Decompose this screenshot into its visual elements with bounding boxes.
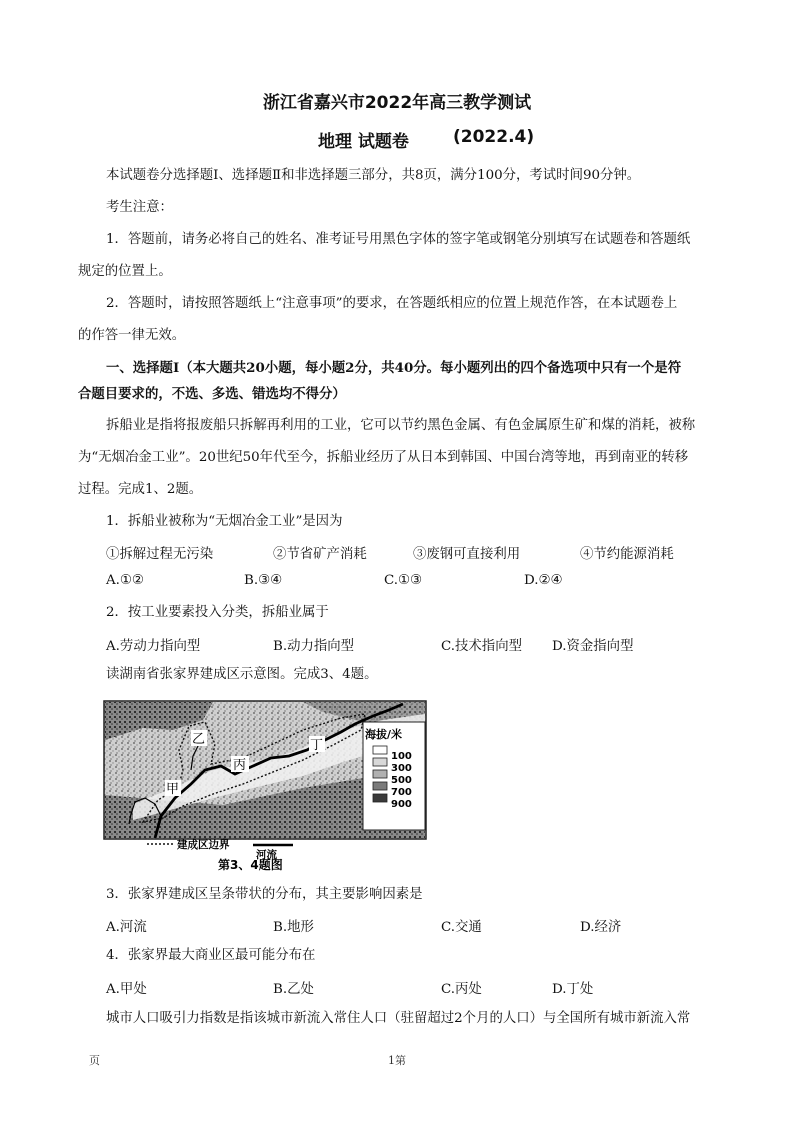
q1-item-3: ③废钢可直接利用 xyxy=(413,547,521,562)
q1-option-b: B.③④ xyxy=(244,573,283,588)
q2-option-d: D.资金指向型 xyxy=(552,639,634,654)
legend-value-900: 900 xyxy=(391,799,412,810)
notice-title: 考生注意： xyxy=(106,200,173,215)
q3-option-b: B.地形 xyxy=(273,920,314,935)
notice-2b: 的作答一律无效。 xyxy=(78,328,186,343)
q2-option-a: A.劳动力指向型 xyxy=(106,639,201,654)
legend-value-100: 100 xyxy=(391,751,412,762)
footer-left: 页 xyxy=(89,1054,100,1067)
legend-boundary: 建成区边界 xyxy=(177,839,230,851)
legend-value-700: 700 xyxy=(391,787,412,798)
zhangjiajie-map xyxy=(103,700,427,872)
q3-option-c: C.交通 xyxy=(441,920,482,935)
q4-option-c: C.丙处 xyxy=(441,982,482,997)
notice-1b: 规定的位置上。 xyxy=(78,264,172,279)
q1-item-1: ①拆解过程无污染 xyxy=(106,547,214,562)
label-jia: 甲 xyxy=(166,782,180,797)
notice-2a: 2．答题时，请按照答题纸上“注意事项”的要求，在答题纸相应的位置上规范作答，在本试题卷上 xyxy=(106,296,678,311)
figure-caption: 第3、4题图 xyxy=(218,858,283,872)
passage3-line: 城市人口吸引力指数是指该城市新流入常住人口（驻留超过2个月的人口）与全国所有城市新流入常 xyxy=(106,1011,691,1026)
q1-item-2: ②节省矿产消耗 xyxy=(273,547,367,562)
legend-river: 河流 xyxy=(256,849,277,861)
label-ding: 丁 xyxy=(310,738,324,753)
notice-1a: 1．答题前，请务必将自己的姓名、准考证号用黑色字体的签字笔或钢笔分别填写在试题卷和答题纸 xyxy=(106,232,691,247)
q2-option-c: C.技术指向型 xyxy=(441,639,522,654)
intro-line: 本试题卷分选择题Ⅰ、选择题Ⅱ和非选择题三部分，共8页，满分100分，考试时间90分钟。 xyxy=(106,168,641,183)
q4-option-a: A.甲处 xyxy=(106,982,147,997)
q4-stem: 4．张家界最大商业区最可能分布在 xyxy=(106,948,316,963)
q3-option-d: D.经济 xyxy=(580,920,622,935)
legend-value-300: 300 xyxy=(391,763,412,774)
label-bing: 丙 xyxy=(233,758,247,773)
q3-option-a: A.河流 xyxy=(106,920,147,935)
passage2-line: 读湖南省张家界建成区示意图。完成3、4题。 xyxy=(106,667,378,682)
passage1-line2: 为“无烟冶金工业”。20世纪50年代至今，拆船业经历了从日本到韩国、中国台湾等地，再到南亚的转移 xyxy=(78,450,689,465)
legend-value-500: 500 xyxy=(391,775,412,786)
q4-option-b: B.乙处 xyxy=(273,982,314,997)
q1-option-a: A.①② xyxy=(106,573,144,588)
q1-option-c: C.①③ xyxy=(384,573,423,588)
page-number: 1第 xyxy=(388,1054,406,1067)
legend-title: 海拔/米 xyxy=(365,728,403,741)
passage1-line3: 过程。完成1、2题。 xyxy=(78,482,203,497)
q2-option-b: B.动力指向型 xyxy=(273,639,355,654)
q3-stem: 3．张家界建成区呈条带状的分布，其主要影响因素是 xyxy=(106,887,423,902)
section-heading-b: 合题目要求的，不选、多选、错选均不得分） xyxy=(78,386,346,402)
q2-stem: 2．按工业要素投入分类，拆船业属于 xyxy=(106,605,329,620)
exam-date: (2022.4) xyxy=(453,127,535,147)
passage1-line1: 拆船业是指将报废船只拆解再利用的工业，它可以节约黑色金属、有色金属原生矿和煤的消耗，被称 xyxy=(106,418,696,433)
section-heading-a: 一、选择题Ⅰ（本大题共20小题，每小题2分，共40分。每小题列出的四个备选项中只有一个是符 xyxy=(106,360,682,376)
q1-item-4: ④节约能源消耗 xyxy=(580,547,674,562)
subject-title: 地理 试题卷 xyxy=(318,132,409,152)
q1-option-d: D.②④ xyxy=(524,573,563,588)
page-title: 浙江省嘉兴市2022年高三教学测试 xyxy=(262,93,532,113)
q1-stem: 1．拆船业被称为“无烟冶金工业”是因为 xyxy=(106,514,343,529)
q4-option-d: D.丁处 xyxy=(552,982,594,997)
label-yi: 乙 xyxy=(192,732,206,747)
